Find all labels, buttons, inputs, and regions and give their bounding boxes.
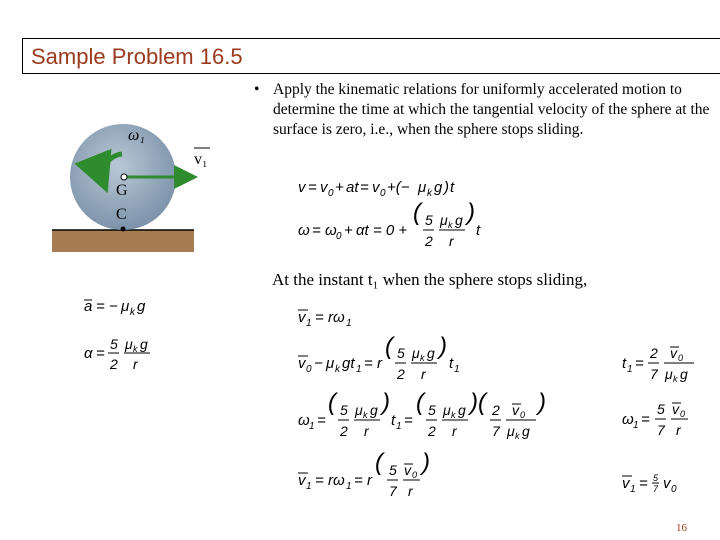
svg-text:2: 2 — [425, 233, 433, 249]
sphere-figure — [44, 98, 234, 260]
svg-text:v: v — [298, 179, 306, 196]
svg-text:k: k — [130, 307, 135, 318]
svg-text:2: 2 — [397, 366, 405, 382]
svg-text:(: ( — [375, 449, 383, 476]
page-number: 16 — [676, 522, 687, 534]
svg-text:k: k — [335, 364, 340, 375]
v1-substitution — [298, 449, 448, 507]
velocity-label: v₁ — [194, 151, 208, 168]
svg-text:−: − — [314, 355, 323, 372]
svg-text:1: 1 — [309, 421, 315, 432]
svg-text:=: = — [635, 355, 644, 372]
svg-text:ω: ω — [298, 222, 310, 239]
svg-text:k: k — [515, 431, 520, 441]
svg-text:μ: μ — [440, 212, 448, 228]
svg-text:g: g — [370, 402, 378, 418]
omega-label: ω₁ — [128, 127, 145, 144]
svg-text:7: 7 — [650, 366, 658, 382]
svg-text:+: + — [335, 179, 344, 196]
svg-text:r: r — [133, 356, 138, 372]
svg-text:t: t — [449, 355, 454, 372]
svg-text:g: g — [434, 179, 443, 196]
svg-text:0: 0 — [380, 188, 386, 199]
svg-text:g: g — [427, 345, 435, 361]
svg-text:at: at — [346, 179, 359, 196]
svg-text:=: = — [641, 411, 650, 428]
v-equation — [298, 176, 478, 203]
svg-text:g: g — [455, 212, 463, 228]
svg-text:(: ( — [328, 389, 336, 416]
contact-point — [121, 227, 126, 232]
svg-text:5: 5 — [425, 212, 433, 228]
svg-text:0: 0 — [671, 484, 677, 495]
svg-text:v: v — [298, 472, 306, 489]
svg-text:v: v — [320, 179, 328, 196]
svg-text:5: 5 — [657, 401, 665, 417]
svg-text:): ) — [439, 333, 447, 360]
svg-text:=: = — [360, 179, 369, 196]
svg-text:ω: ω — [298, 412, 310, 429]
svg-text:r: r — [367, 472, 372, 489]
svg-text:v: v — [512, 402, 519, 418]
svg-text:(: ( — [385, 333, 393, 360]
svg-text:2: 2 — [340, 423, 348, 439]
v1-equation — [298, 306, 378, 333]
svg-text:1: 1 — [306, 481, 312, 492]
svg-text:=: = — [315, 472, 324, 489]
svg-text:=: = — [404, 412, 413, 429]
svg-text:t: t — [391, 412, 396, 429]
svg-text:μ: μ — [412, 345, 420, 361]
svg-text:μ: μ — [355, 402, 363, 418]
svg-text:g: g — [137, 298, 146, 315]
svg-text:2: 2 — [492, 402, 500, 418]
svg-text:=: = — [364, 355, 373, 372]
svg-text:r: r — [449, 233, 454, 249]
svg-text:0: 0 — [678, 353, 684, 363]
svg-text:)(: )( — [470, 389, 486, 416]
svg-text:0: 0 — [336, 231, 342, 242]
svg-text:g: g — [458, 402, 466, 418]
contact-label: C — [116, 206, 127, 223]
svg-text:=: = — [96, 345, 105, 362]
svg-text:5: 5 — [389, 462, 397, 478]
title-box — [22, 38, 720, 74]
center-label: G — [116, 182, 128, 199]
bullet-point — [254, 80, 720, 140]
svg-text:k: k — [420, 353, 425, 363]
svg-text:1: 1 — [454, 364, 460, 375]
bullet-text: Apply the kinematic relations for uniformly accelerated motion to determine the time at which the tangential velocity of the sphere at the surface is zero, i.e., when the sphere stops sliding. — [273, 81, 710, 138]
svg-text:=: = — [315, 309, 324, 326]
svg-text:k: k — [673, 374, 678, 384]
svg-text:v: v — [622, 475, 630, 492]
svg-text:0: 0 — [680, 409, 686, 419]
svg-text:μ: μ — [665, 366, 673, 382]
svg-text:): ) — [467, 199, 475, 226]
omega1-equation — [298, 389, 558, 447]
svg-text:7: 7 — [389, 483, 397, 499]
svg-text:1: 1 — [627, 364, 633, 375]
svg-text:rω: rω — [328, 472, 345, 489]
svg-text:k: k — [133, 344, 138, 354]
alpha-equation — [84, 333, 184, 378]
svg-text:rω: rω — [328, 309, 345, 326]
svg-text:k: k — [451, 410, 456, 420]
svg-text:2: 2 — [110, 356, 118, 372]
ground — [52, 230, 194, 252]
svg-text:+: + — [344, 222, 353, 239]
svg-text:r: r — [364, 423, 369, 439]
svg-text:5: 5 — [397, 345, 405, 361]
svg-text:0: 0 — [306, 364, 312, 375]
svg-text:1: 1 — [630, 484, 636, 495]
svg-text:= −: = − — [96, 298, 118, 315]
accel-equation — [84, 295, 184, 322]
svg-text:1: 1 — [346, 481, 352, 492]
svg-text:r: r — [676, 422, 681, 438]
slide-title: Sample Problem 16.5 — [31, 44, 243, 69]
svg-text:5: 5 — [340, 402, 348, 418]
svg-text:ω: ω — [622, 411, 634, 428]
svg-text:ω: ω — [325, 222, 337, 239]
svg-text:v: v — [672, 401, 679, 417]
svg-text:): ) — [444, 179, 449, 196]
omega-equation — [298, 199, 498, 257]
svg-text:α: α — [84, 345, 93, 362]
svg-text:v: v — [298, 309, 306, 326]
svg-text:1: 1 — [346, 318, 352, 329]
svg-text:(: ( — [416, 389, 424, 416]
svg-text:k: k — [363, 410, 368, 420]
center-point — [121, 174, 127, 180]
svg-text:t: t — [450, 179, 455, 196]
svg-text:v: v — [670, 345, 677, 361]
svg-text:=: = — [312, 222, 321, 239]
svg-text:t: t — [476, 222, 481, 239]
svg-text:r: r — [408, 483, 413, 499]
svg-text:gt: gt — [342, 355, 355, 372]
omega1-result — [622, 398, 712, 445]
bullet-marker: • — [254, 81, 260, 98]
svg-text:1: 1 — [396, 421, 402, 432]
v1-result — [622, 470, 702, 501]
svg-text:μ: μ — [443, 402, 451, 418]
svg-text:): ) — [422, 449, 430, 476]
svg-text:): ) — [538, 389, 546, 416]
svg-text:1: 1 — [356, 364, 362, 375]
svg-text:=: = — [354, 472, 363, 489]
svg-text:v: v — [372, 179, 380, 196]
svg-text:2: 2 — [650, 345, 658, 361]
svg-text:r: r — [452, 423, 457, 439]
svg-text:7: 7 — [492, 423, 500, 439]
svg-text:v: v — [298, 355, 306, 372]
svg-text:7: 7 — [653, 484, 659, 494]
svg-text:=: = — [317, 412, 326, 429]
substitution-equation — [298, 333, 488, 389]
svg-text:v: v — [404, 462, 411, 478]
t1-result — [622, 342, 712, 389]
svg-text:1: 1 — [306, 318, 312, 329]
svg-text:a: a — [84, 298, 93, 315]
svg-text:r: r — [377, 355, 382, 372]
svg-text:5: 5 — [428, 402, 436, 418]
svg-text:=: = — [308, 179, 317, 196]
svg-text:k: k — [427, 188, 432, 199]
svg-text:g: g — [680, 366, 688, 382]
svg-text:1: 1 — [633, 420, 639, 431]
svg-text:k: k — [448, 220, 453, 230]
svg-text:0: 0 — [328, 188, 334, 199]
svg-text:(: ( — [413, 199, 421, 226]
svg-text:μ: μ — [507, 423, 515, 439]
svg-text:+(−: +(− — [387, 179, 410, 196]
svg-text:g: g — [140, 336, 148, 352]
svg-text:μ: μ — [125, 336, 133, 352]
svg-text:αt: αt — [356, 222, 369, 239]
svg-text:=: = — [639, 475, 648, 492]
svg-text:0: 0 — [520, 410, 526, 420]
svg-text:v: v — [663, 475, 671, 492]
svg-text:= 0 +: = 0 + — [373, 222, 408, 239]
svg-text:0: 0 — [412, 470, 418, 480]
svg-text:g: g — [522, 423, 530, 439]
svg-text:μ: μ — [121, 298, 130, 315]
instant-sentence: At the instant t₁ when the sphere stops sliding, — [272, 270, 588, 289]
svg-text:μ: μ — [418, 179, 427, 196]
svg-text:t: t — [622, 355, 627, 372]
svg-text:μ: μ — [326, 355, 335, 372]
svg-text:7: 7 — [657, 422, 665, 438]
svg-text:r: r — [421, 366, 426, 382]
svg-text:2: 2 — [428, 423, 436, 439]
svg-text:5: 5 — [653, 473, 659, 483]
svg-text:5: 5 — [110, 336, 118, 352]
svg-text:): ) — [382, 389, 390, 416]
